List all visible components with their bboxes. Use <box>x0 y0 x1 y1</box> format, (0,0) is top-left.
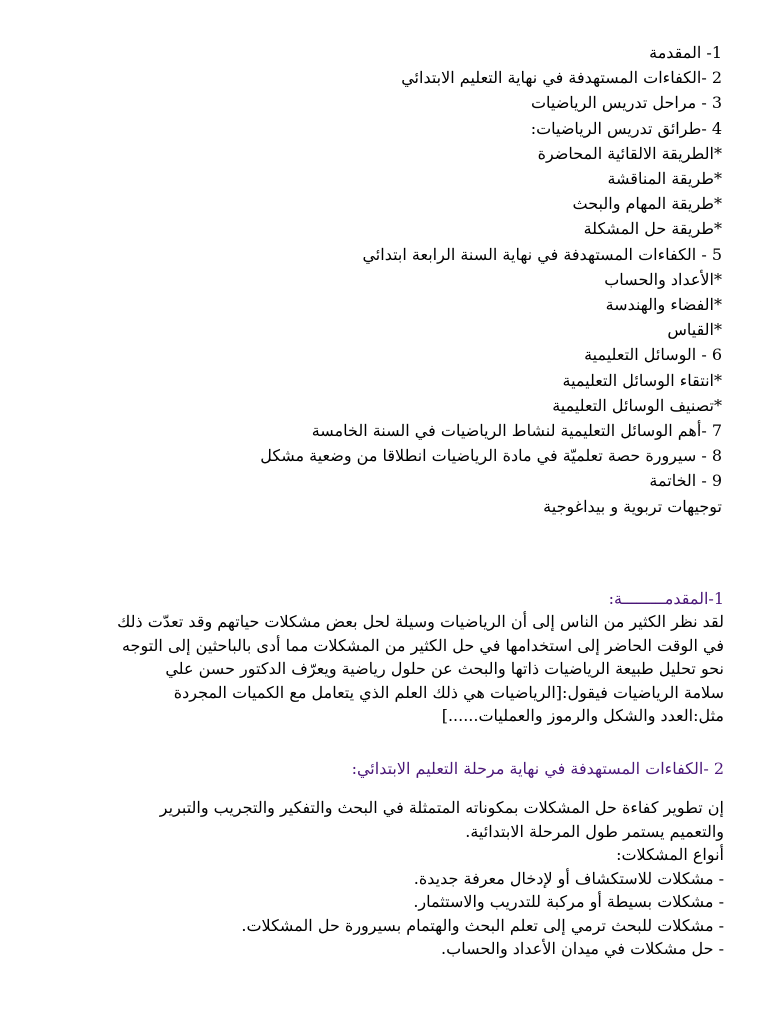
toc-subitem: *القياس <box>667 320 722 340</box>
toc-subitem: *الأعداد والحساب <box>604 269 722 289</box>
list-item: - مشكلات بسيطة أو مركبة للتدريب والاستثمار. <box>413 892 724 911</box>
toc-item: 3 - مراحل تدريس الرياضيات <box>530 93 722 113</box>
paragraph-line: نحو تحليل طبيعة الرياضيات ذاتها والبحث عن حلول رياضية ويعرّف الدكتور حسن علي <box>165 659 724 678</box>
toc-subitem: *انتقاء الوسائل التعليمية <box>562 370 722 390</box>
toc-item: 6 - الوسائل التعليمية <box>584 345 722 365</box>
introduction-paragraph <box>54 610 724 728</box>
toc-subitem: *طريقة حل المشكلة <box>583 219 722 239</box>
toc-subitem: *الطريقة الالقائية المحاضرة <box>537 143 722 163</box>
toc-item: 8 - سيرورة حصة تعلميّة في مادة الرياضيات انطلاقا من وضعية مشكل <box>260 446 722 466</box>
toc-item: 7 -أهم الوسائل التعليمية لنشاط الرياضيات في السنة الخامسة <box>311 421 722 441</box>
paragraph-line: والتعميم يستمر طول المرحلة الابتدائية. <box>465 821 724 841</box>
toc-subitem: *طريقة المهام والبحث <box>572 194 722 214</box>
toc-subitem: *الفضاء والهندسة <box>605 295 722 315</box>
toc-item: 9 - الخاتمة <box>649 471 722 491</box>
toc-item: توجيهات تربوية و بيداغوجية <box>543 496 722 516</box>
paragraph-line: إن تطوير كفاءة حل المشكلات بمكوناته المتمثلة في البحث والتفكير والتجريب والتبرير <box>159 798 724 817</box>
list-item: - حل مشكلات في ميدان الأعداد والحساب. <box>441 939 724 958</box>
section-heading-competencies: 2 -الكفاءات المستهدفة في نهاية مرحلة التعليم الابتدائي: <box>351 759 724 778</box>
competencies-paragraph <box>54 796 724 961</box>
paragraph-line: لقد نظر الكثير من الناس إلى أن الرياضيات وسيلة لحل بعض مشكلات حياتهم وقد تعدّت ذلك <box>117 612 724 631</box>
list-item: - مشكلات للبحث ترمي إلى تعلم البحث والهتمام بسيرورة حل المشكلات. <box>241 915 724 935</box>
toc-subitem: *تصنيف الوسائل التعليمية <box>552 395 722 415</box>
toc-item: 2 -الكفاءات المستهدفة في نهاية التعليم الابتدائي <box>401 68 722 88</box>
toc-item: 5 - الكفاءات المستهدفة في نهاية السنة الرابعة ابتدائي <box>362 244 722 264</box>
problem-types-label: أنواع المشكلات: <box>616 845 724 864</box>
toc-item: 4 -طرائق تدريس الرياضيات: <box>530 118 722 138</box>
paragraph-line: مثل:العدد والشكل والرموز والعمليات......] <box>441 706 724 725</box>
toc-item: 1- المقدمة <box>649 43 722 62</box>
section-heading-introduction: 1-المقدمـــــــــة: <box>608 589 724 608</box>
list-item: - مشكلات للاستكشاف أو لإدخال معرفة جديدة. <box>413 868 724 888</box>
paragraph-line: سلامة الرياضيات فيقول:[الرياضيات هي ذلك العلم الذي يتعامل مع الكميات المجردة <box>173 682 724 702</box>
table-of-contents <box>200 40 722 519</box>
toc-subitem: *طريقة المناقشة <box>607 169 722 189</box>
paragraph-line: في الوقت الحاضر إلى استخدامها في حل الكثير من المشكلات مما أدى بالباحثين إلى التوجه <box>121 635 724 655</box>
